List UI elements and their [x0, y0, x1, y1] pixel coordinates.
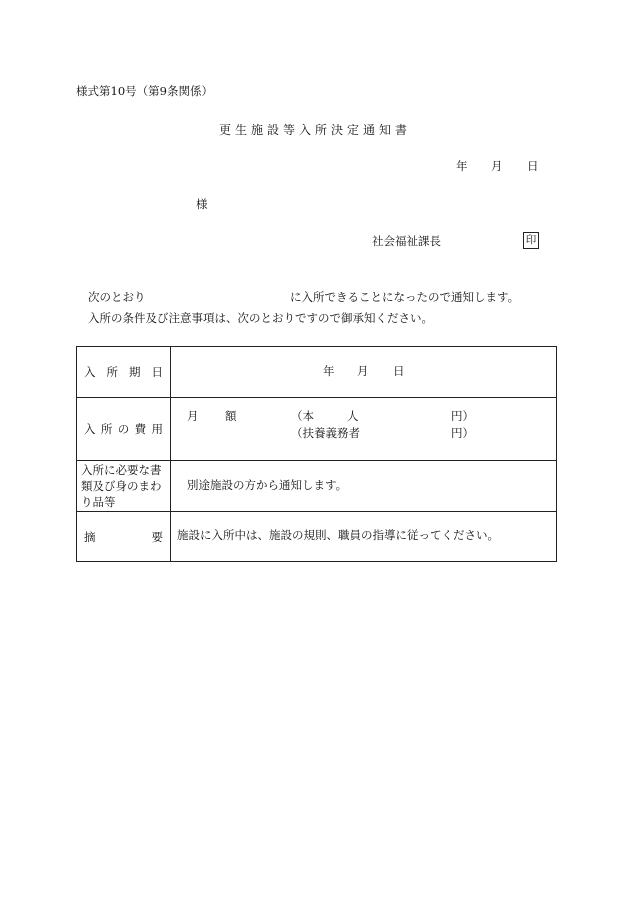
period-month-label: 月	[357, 364, 369, 378]
label-char: 日	[151, 365, 163, 379]
label-char: 入	[84, 422, 96, 436]
date-year-label: 年	[456, 159, 468, 173]
date-month-label: 月	[491, 159, 503, 173]
required-items-text: 別途施設の方から通知します。	[187, 478, 348, 492]
row-admission-date	[77, 347, 557, 398]
self-cost-yen: 円）	[451, 409, 474, 423]
date-day-label: 日	[527, 159, 539, 173]
label-char: の	[117, 422, 130, 436]
label-char: 要	[151, 529, 163, 544]
row-required-items	[77, 461, 557, 512]
notice-line-1-prefix: 次のとおり	[88, 290, 146, 304]
label-required-items	[77, 461, 171, 512]
issuer-title: 社会福祉課長	[372, 234, 441, 248]
label-char: 費	[134, 422, 147, 436]
label-char: 所	[106, 365, 118, 379]
label-line: 入所に必要な書	[81, 463, 162, 477]
row-admission-cost	[77, 398, 557, 461]
self-cost-char: 人	[347, 409, 359, 423]
form-number: 様式第10号（第9条関係）	[76, 84, 213, 98]
value-required-items	[171, 461, 557, 512]
label-char: 入	[84, 365, 96, 379]
period-day-label: 日	[393, 364, 405, 378]
label-remarks	[77, 512, 171, 562]
remarks-text: 施設に入所中は、施設の規則、職員の指導に従ってください。	[177, 528, 499, 542]
label-char: 摘	[84, 529, 96, 544]
monthly-label-char: 月	[187, 409, 199, 423]
label-admission-cost	[77, 398, 171, 461]
monthly-label-char: 額	[225, 409, 237, 423]
support-cost-label: （扶養義務者	[291, 426, 360, 440]
seal-mark: 印	[523, 232, 539, 249]
support-cost-yen: 円）	[451, 426, 474, 440]
notice-line-2: 入所の条件及び注意事項は、次のとおりですので御承知ください。	[88, 311, 433, 325]
period-year-label: 年	[323, 364, 335, 378]
value-admission-date	[171, 347, 557, 398]
row-remarks	[77, 512, 557, 562]
label-char: 所	[100, 422, 113, 436]
label-char: 用	[151, 422, 163, 436]
label-char: 期	[129, 365, 141, 379]
recipient-honorific: 様	[196, 197, 208, 211]
value-remarks	[171, 512, 557, 562]
document-title: 更生施設等入所決定通知書	[218, 123, 411, 137]
value-admission-cost	[171, 398, 557, 461]
label-line: り品等	[81, 495, 116, 509]
notice-line-1-suffix: に入所できることになったので通知します。	[290, 290, 520, 304]
label-line: 類及び身のまわ	[81, 479, 162, 493]
admission-details-table	[76, 346, 557, 562]
label-admission-date	[77, 347, 171, 398]
self-cost-open: （本	[291, 409, 314, 423]
